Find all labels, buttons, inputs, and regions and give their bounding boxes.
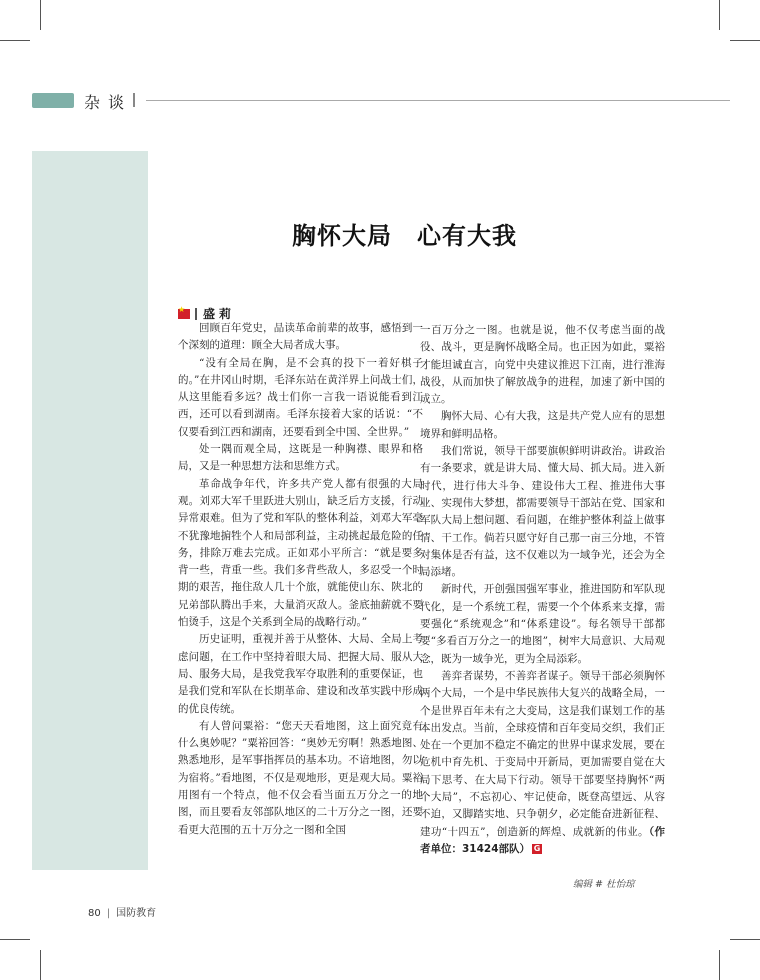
section-divider-mark: [133, 93, 135, 107]
footer-divider: |: [106, 908, 111, 919]
paragraph: 回顾百年党史，品读革命前辈的故事，感悟到一个深刻的道理：顾全大局者成大事。: [178, 322, 423, 352]
star-icon: ★: [178, 305, 186, 314]
section-title: 杂谈: [84, 93, 133, 112]
paragraph: 一百万分之一图。也就是说，他不仅考虑当面的战役、战斗，更是胸怀战略全局。也正因为如此，粟裕才能坦诚直言，向党中央建议推迟下江南，进行淮海战役，从而加快了解放战争的进程，加速了新中国的成立。: [420, 324, 665, 406]
crop-mark-tl-v: [40, 0, 41, 30]
paragraph: 处一隅而观全局，这既是一种胸襟、眼界和格局，又是一种思想方法和思维方式。: [178, 443, 423, 473]
page-number: 80: [88, 908, 101, 919]
author-affiliation: （作者单位：31424部队）: [420, 825, 665, 855]
publication-name: 国防教育: [116, 908, 157, 919]
paragraph-text: 善弈者谋势，不善弈者谋子。领导干部必须胸怀两个大局，一个是中华民族伟大复兴的战略全局，一个是世界百年未有之大变局，这是我们谋划工作的基本出发点。当前，全球疫情和百年变局交织，我们正处在一个更加不稳定不确定的世界中谋求发展，要在危机中育先机、于变局中开新局，更加需要自觉在大局下思考、在大局下行动。领导干部要坚持胸怀“两个大局”，不忘初心、牢记使命，既登高望远、从容不迫，又脚踏实地、只争朝夕，必定能奋进新征程、建功“十四五”，创造新的辉煌、成就新的伟业。: [420, 669, 665, 838]
paragraph-final: [420, 668, 665, 858]
side-panel: [32, 151, 148, 870]
section-accent-bar: [32, 93, 74, 108]
paragraph: 新时代，开创强国强军事业，推进国防和军队现代化，是一个系统工程，需要一个个体系来支撑，需要强化“系统观念”和“体系建设”。每名领导干部都要“多看百万分之一的地图”，树牢大局意识、大局观念，既为一域争光，更为全局添彩。: [420, 583, 665, 665]
crop-mark-tr-h: [730, 40, 760, 41]
author-name: 盛莉: [203, 307, 236, 321]
paragraph: “没有全局在胸，是不会真的投下一着好棋子的。”在井冈山时期，毛泽东站在黄洋界上问战士们，从这里能看多远？战士们你一言我一语说能看到江西，还可以看到湖南。毛泽东接着大家的话说：“不仅要看到江西和湖南，还要看到全中国、全世界。”: [178, 356, 423, 438]
end-mark-icon: G: [533, 843, 541, 853]
paragraph: 有人曾问粟裕：“您天天看地图，这上面究竟有什么奥妙呢？”粟裕回答：“奥妙无穷啊！熟悉地图、熟悉地形，是军事指挥员的基本功。不谙地图，勿以为宿将。”看地图，不仅是观地形，更是观大局。粟裕用图有一个特点，他不仅会看当面五万分之一的地图，而且要看友邻部队地区的二十万分之一图，还要看更大范围的五十万分之一图和全国: [178, 719, 423, 836]
paragraph: 革命战争年代，许多共产党人都有很强的大局观。刘邓大军千里跃进大别山，缺乏后方支援，行动异常艰难。但为了党和军队的整体利益，刘邓大军毫不犹豫地掮牲个人和局部利益，主动挑起最危险的任务，排除万难去完成。正如邓小平所言：“就是要多背一些，背重一些。我们多背些敌人，多忍受一个时期的艰苦，拖住敌人几十个旅，就能使山东、陕北的兄弟部队腾出手来，大量消灭敌人。釜底抽薪就不要怕烫手，这是个关系到全局的战略行动。”: [178, 477, 423, 629]
page-footer: [88, 904, 156, 919]
left-column: [178, 320, 423, 839]
crop-mark-br-h: [730, 939, 760, 940]
paragraph: 胸怀大局、心有大我，这是共产党人应有的思想境界和鲜明品格。: [420, 410, 665, 440]
crop-mark-tr-v: [719, 0, 720, 30]
crop-mark-tl-h: [0, 40, 30, 41]
article-title: 胸怀大局 心有大我: [292, 222, 517, 250]
editor-credit: 编辑 # 杜怡琼: [573, 879, 635, 890]
crop-mark-bl-v: [40, 950, 41, 980]
paragraph: 我们常说，领导干部要旗帜鲜明讲政治。讲政治有一条要求，就是讲大局、懂大局、抓大局。进入新时代，进行伟大斗争、建设伟大工程、推进伟大事业、实现伟大梦想，都需要领导干部站在党、国家和军队大局上想问题、看问题，在维护整体利益上做事情、干工作。倘若只愿守好自己那一亩三分地，不管对集体是否有益，这不仅难以为一域争光，还会为全局添堵。: [420, 445, 665, 579]
author-divider: [195, 308, 197, 320]
crop-mark-bl-h: [0, 939, 30, 940]
paragraph: 历史证明，重视并善于从整体、大局、全局上考虑问题，在工作中坚持着眼大局、把握大局、服从大局、服务大局，是我党我军夺取胜利的重要保证，也是我们党和军队在长期革命、建设和改革实践中形成的优良传统。: [178, 633, 423, 715]
section-rule: [146, 100, 730, 101]
crop-mark-br-v: [719, 950, 720, 980]
right-column: [420, 322, 665, 858]
